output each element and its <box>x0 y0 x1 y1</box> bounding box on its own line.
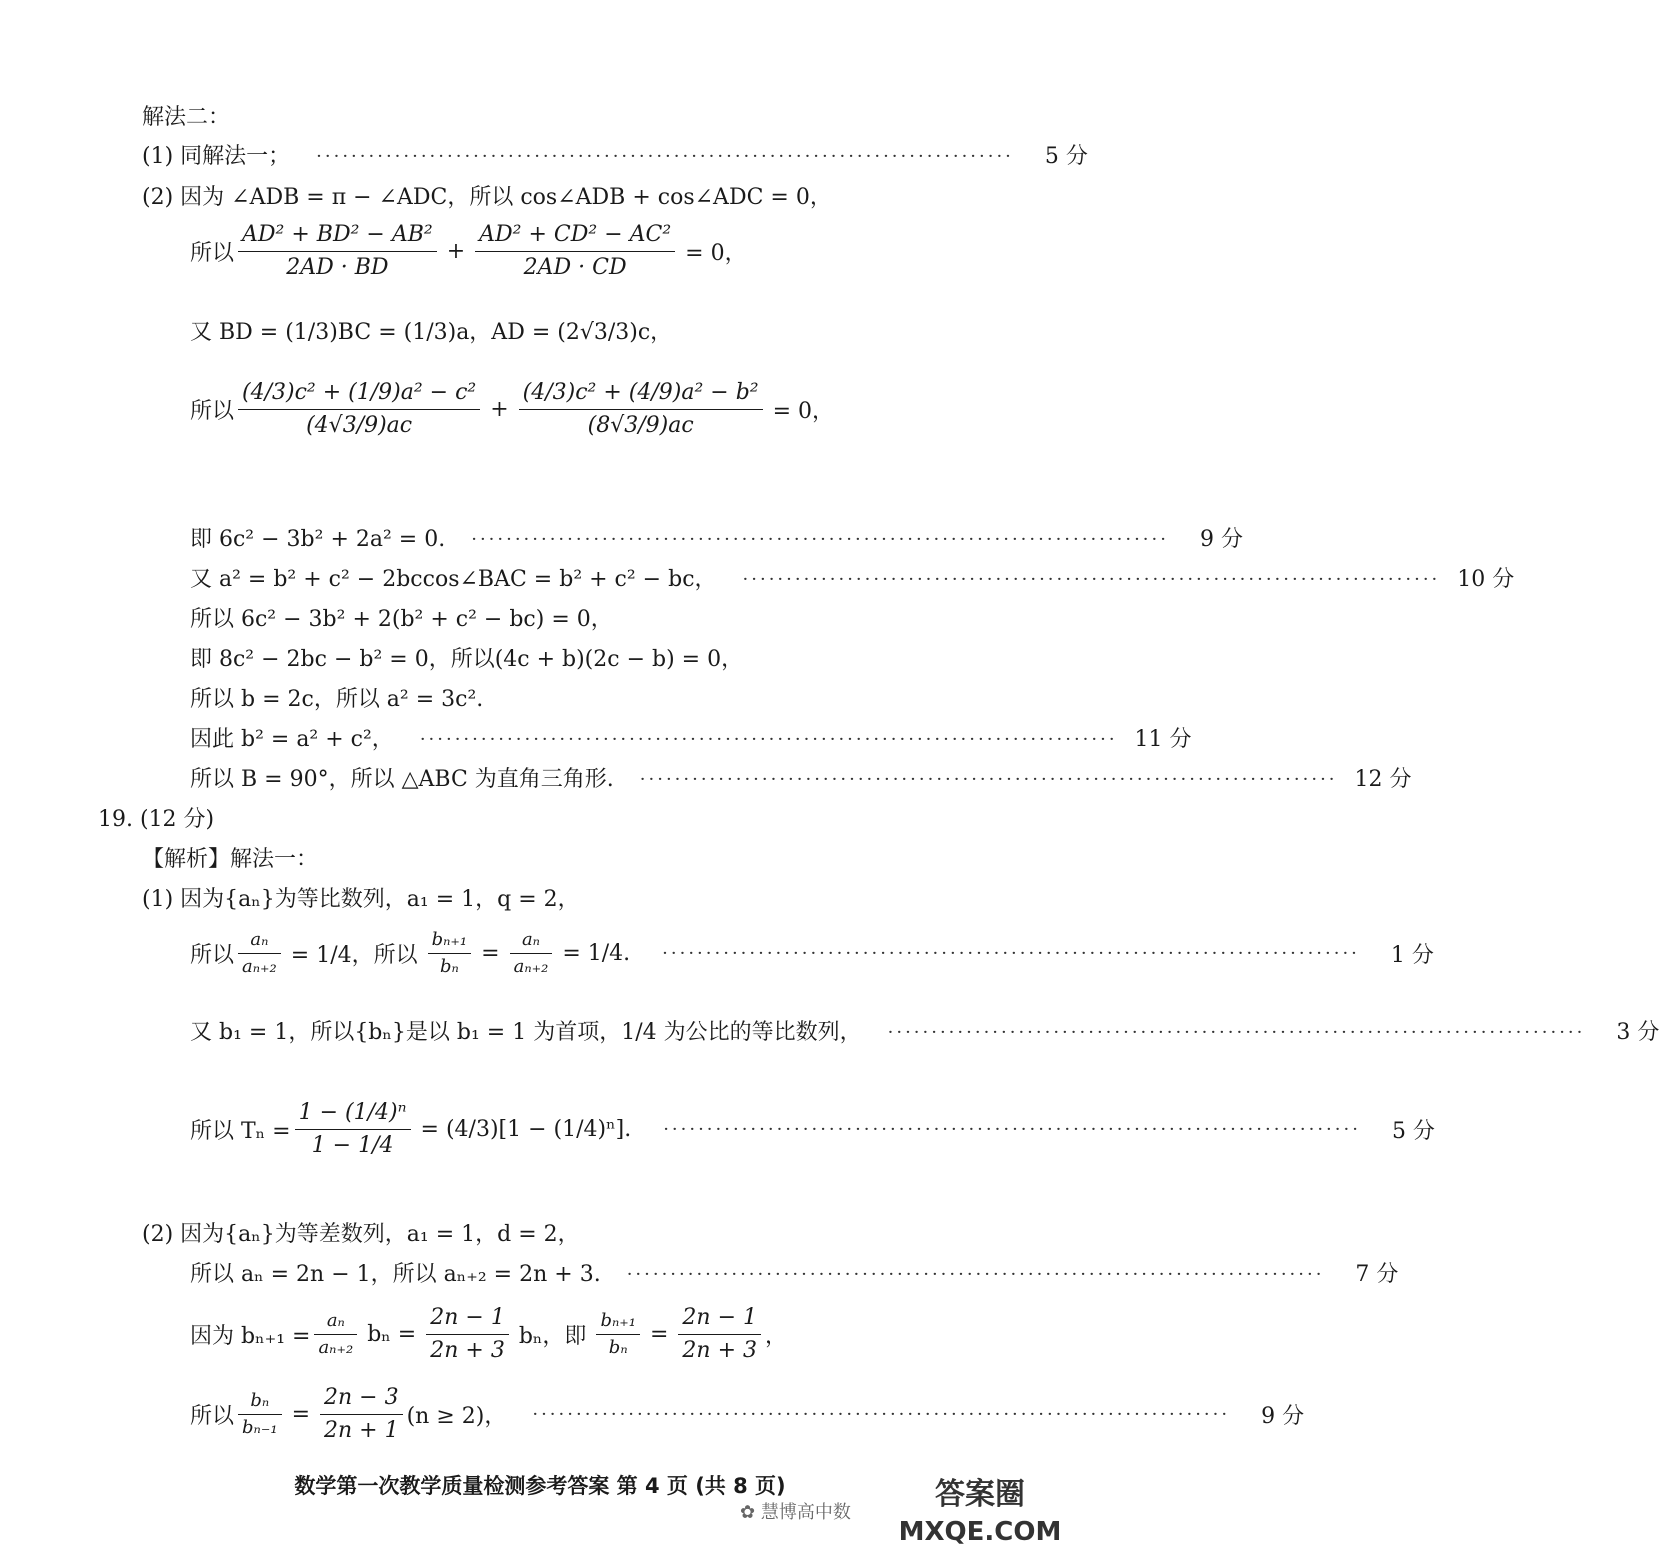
method-two-heading: 解法二： <box>142 105 231 130</box>
score: 12 分 <box>1354 767 1412 792</box>
step-line: 因此 b² = a² + c²， ················································································ 11 分 <box>0 725 1080 755</box>
fraction: $\frac{\text{bₙ}}{\text{bₙ₋₁}}$ <box>238 1391 282 1438</box>
score: 9 分 <box>1261 1404 1305 1429</box>
fraction: $\frac{\text{AD² + BD² − AB²}}{2AD \cdot BD}$ <box>238 222 437 281</box>
leader-dots: ················································································ <box>626 1264 1325 1285</box>
svg-text:答案圈: 答案圈 <box>935 1477 1025 1512</box>
step-line: (1) 同解法一； ················································································ 5 分 <box>0 142 1080 172</box>
score: 1 分 <box>1390 943 1434 968</box>
score: 9 分 <box>1199 527 1243 552</box>
step-line: 所以 6c² − 3b² + 2(b² + c² − bc) = 0， <box>190 607 613 632</box>
svg-text:MXQE.COM: MXQE.COM <box>898 1517 1062 1547</box>
score: 3 分 <box>1616 1020 1659 1045</box>
leader-dots: ················································································ <box>662 943 1360 964</box>
score: 5 分 <box>1391 1119 1435 1144</box>
leader-dots: ················································································ <box>419 729 1118 750</box>
wechat-icon: ✿ <box>740 1502 756 1523</box>
leader-dots: ················································································ <box>663 1119 1361 1140</box>
recurrence-equation: 因为 bₙ₊₁ = $\frac{\text{aₙ}}{\text{aₙ₊₂}}$ bₙ = $\frac{2n - 1}{2n + 3}$ bₙ，即 $\frac{\text{bₙ₊₁}}{\text{bₙ}}$ = $\frac{2n - 1}{2n + 3}$ ， <box>190 1305 788 1363</box>
score: 7 分 <box>1355 1262 1399 1287</box>
question-heading: 19. (12 分) <box>98 807 215 832</box>
step-line: 所以 b = 2c，所以 a² = 3c². <box>190 687 484 712</box>
fraction: $\frac{\text{aₙ}}{\text{aₙ₊₂}}$ <box>238 930 281 977</box>
page-footer: 数学第一次教学质量检测参考答案 第 4 页 (共 8 页) <box>294 1474 786 1498</box>
leader-dots: ················································································ <box>471 529 1169 550</box>
fraction: $\frac{2n - 1}{2n + 3}$ <box>678 1305 761 1364</box>
score: 5 分 <box>1044 144 1088 169</box>
step-line: (2) 因为 ∠ADB = π − ∠ADC，所以 cos∠ADB + cos∠ADC = 0， <box>142 185 832 210</box>
score: 10 分 <box>1457 567 1515 592</box>
leader-dots: ················································································ <box>887 1022 1586 1043</box>
fraction: $\frac{\text{(4/3)c² + (1/9)a² − c²}}{(4√3/9)ac}$ <box>238 380 480 439</box>
fraction: $\frac{\text{bₙ₊₁}}{\text{bₙ}}$ <box>596 1311 640 1358</box>
step-line: (1) 因为{aₙ}为等比数列，a₁ = 1，q = 2， <box>142 887 580 912</box>
ratio-equation: 所以 $\frac{\text{aₙ}}{\text{aₙ₊₂}}$ = 1/4，所以 $\frac{\text{bₙ₊₁}}{\text{bₙ}}$ = $\frac{\text{aₙ}}{\text{aₙ₊₂}}$ = 1/4. ················································································ 1 分 <box>190 929 1434 977</box>
step-line: 又 BD = (1/3)BC = (1/3)a，AD = (2√3/3)c， <box>190 320 673 345</box>
fraction: $\frac{2n - 3}{2n + 1}$ <box>320 1385 403 1444</box>
leader-dots: ················································································ <box>532 1404 1231 1425</box>
score: 11 分 <box>1134 727 1192 752</box>
leader-dots: ················································································ <box>639 769 1338 790</box>
step-line: (2) 因为{aₙ}为等差数列，a₁ = 1，d = 2， <box>142 1222 580 1247</box>
fraction: $\frac{2n - 1}{2n + 3}$ <box>426 1305 509 1364</box>
fraction: $\frac{\text{(4/3)c² + (4/9)a² − b²}}{(8√3/9)ac}$ <box>519 380 763 439</box>
fraction: $\frac{\text{aₙ}}{\text{aₙ₊₂}}$ <box>510 930 553 977</box>
fraction: $\frac{\text{1 − (1/4)ⁿ}}{1 - 1/4}$ <box>295 1100 411 1159</box>
fraction: $\frac{\text{bₙ₊₁}}{\text{bₙ}}$ <box>428 930 472 977</box>
step-line: 即 8c² − 2bc − b² = 0，所以(4c + b)(2c − b) = 0， <box>190 647 744 672</box>
leader-dots: ················································································ <box>316 146 1014 167</box>
step-line: 所以 aₙ = 2n − 1，所以 aₙ₊₂ = 2n + 3. ················································································ 7 分 <box>0 1260 1080 1290</box>
step-line: 所以 B = 90°，所以 △ABC 为直角三角形. ················································································ 12 分 <box>0 765 1080 795</box>
substituted-equation: 所以 $\frac{\text{(4/3)c² + (1/9)a² − c²}}{(4√3/9)ac}$ + $\frac{\text{(4/3)c² + (4/9)a² − b²}}{(8√3/9)ac}$ = 0， <box>190 380 835 438</box>
step-line: 又 b₁ = 1，所以{bₙ}是以 b₁ = 1 为首项，1/4 为公比的等比数列， ················································································ 3 分 <box>0 1018 1080 1048</box>
ratio-result: 所以 $\frac{\text{bₙ}}{\text{bₙ₋₁}}$ = $\frac{2n - 3}{2n + 1}$ (n ≥ 2)， ················································································ 9 分 <box>190 1385 1305 1443</box>
watermark-logo <box>900 1470 1060 1548</box>
step-line: 即 6c² − 3b² + 2a² = 0. ················································································ 9 分 <box>0 525 1080 555</box>
fraction: $\frac{\text{AD² + CD² − AC²}}{2AD \cdot CD}$ <box>475 222 675 281</box>
leader-dots: ················································································ <box>742 569 1441 590</box>
cosine-equation: 所以 $\frac{\text{AD² + BD² − AB²}}{2AD \cdot BD}$ + $\frac{\text{AD² + CD² − AC²}}{2AD \cdot CD}$ = 0， <box>190 222 747 280</box>
fraction: $\frac{\text{aₙ}}{\text{aₙ₊₂}}$ <box>314 1311 357 1358</box>
sum-formula: 所以 Tₙ = $\frac{\text{1 − (1/4)ⁿ}}{1 - 1/4}$ = (4/3)[1 − (1/4)ⁿ]. ················································································ 5 分 <box>190 1100 1435 1158</box>
watermark-text: ✿ 慧博高中数 <box>740 1502 851 1523</box>
step-line: 又 a² = b² + c² − 2bccos∠BAC = b² + c² − bc， ················································································ 10 分 <box>0 565 1080 595</box>
analysis-heading: 【解析】解法一： <box>142 847 319 872</box>
